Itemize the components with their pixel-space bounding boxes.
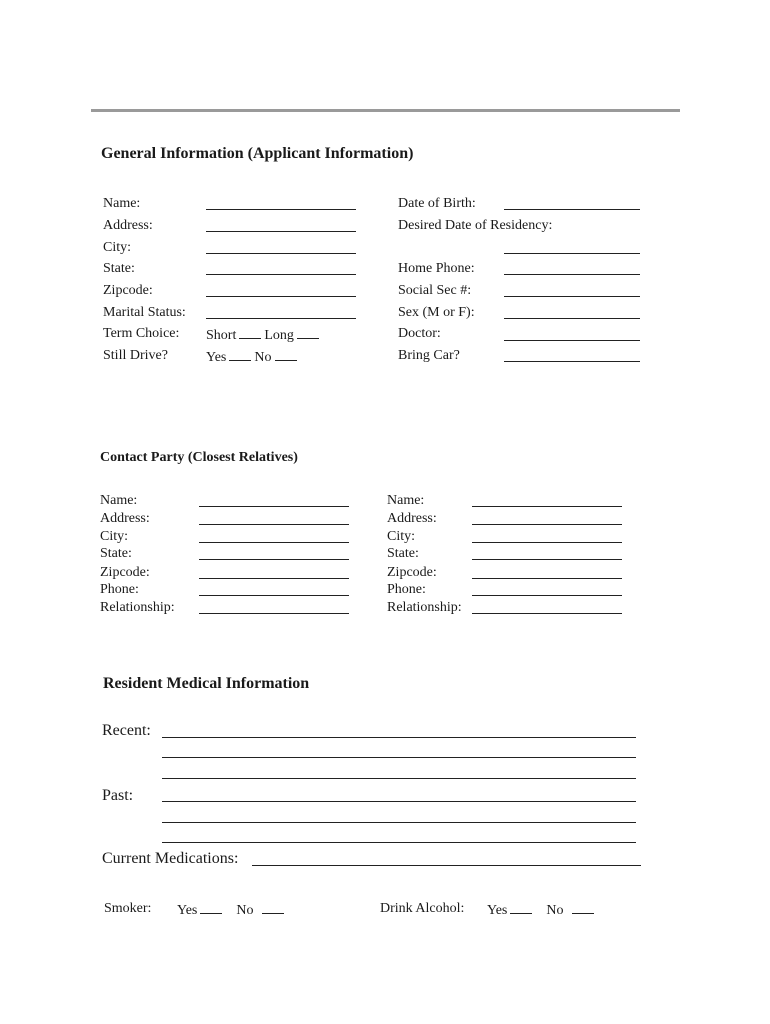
recent-field-line-1[interactable] <box>162 737 636 738</box>
alcohol-yes-field[interactable] <box>510 901 532 914</box>
applicant-term-label: Term Choice: <box>103 326 180 341</box>
doctor-label: Doctor: <box>398 326 441 341</box>
current-medications-field[interactable] <box>252 865 641 866</box>
applicant-name-field[interactable] <box>206 209 356 210</box>
alcohol-yes-label: Yes <box>487 903 508 918</box>
drive-yes-field[interactable] <box>229 348 251 361</box>
contact1-zipcode-field[interactable] <box>199 578 349 579</box>
drive-options <box>206 348 300 366</box>
applicant-address-label: Address: <box>103 218 153 233</box>
contact1-zipcode-label: Zipcode: <box>100 565 150 580</box>
contact2-name-field[interactable] <box>472 506 622 507</box>
social-sec-label: Social Sec #: <box>398 283 472 298</box>
sex-field[interactable] <box>504 318 640 319</box>
home-phone-label: Home Phone: <box>398 261 475 276</box>
doctor-field[interactable] <box>504 340 640 341</box>
contact-party-heading: Contact Party (Closest Relatives) <box>100 450 298 465</box>
contact1-address-field[interactable] <box>199 524 349 525</box>
drive-no-field[interactable] <box>275 348 297 361</box>
alcohol-label: Drink Alcohol: <box>380 901 465 916</box>
current-medications-label: Current Medications: <box>102 850 239 867</box>
smoker-label: Smoker: <box>104 901 152 916</box>
contact2-zipcode-field[interactable] <box>472 578 622 579</box>
term-short-field[interactable] <box>239 326 261 339</box>
contact1-state-field[interactable] <box>199 559 349 560</box>
past-field-line-1[interactable] <box>162 801 636 802</box>
contact2-relationship-field[interactable] <box>472 613 622 614</box>
smoker-yes-field[interactable] <box>200 901 222 914</box>
contact1-city-field[interactable] <box>199 542 349 543</box>
smoker-no-field[interactable] <box>262 901 284 914</box>
drive-no-label: No <box>254 350 272 365</box>
smoker-no-label: No <box>236 903 254 918</box>
contact1-name-field[interactable] <box>199 506 349 507</box>
applicant-name-label: Name: <box>103 196 141 211</box>
home-phone-field[interactable] <box>504 274 640 275</box>
contact1-city-label: City: <box>100 529 129 544</box>
contact2-state-field[interactable] <box>472 559 622 560</box>
contact2-phone-label: Phone: <box>387 582 426 597</box>
smoker-yes-label: Yes <box>177 903 198 918</box>
contact1-state-label: State: <box>100 546 132 561</box>
sex-label: Sex (M or F): <box>398 305 475 320</box>
applicant-address-field[interactable] <box>206 231 356 232</box>
header-rule <box>91 109 680 112</box>
alcohol-no-field[interactable] <box>572 901 594 914</box>
residency-date-field[interactable] <box>504 253 640 254</box>
medical-info-heading: Resident Medical Information <box>103 675 310 692</box>
past-label: Past: <box>102 787 134 804</box>
contact2-phone-field[interactable] <box>472 595 622 596</box>
alcohol-no-label: No <box>546 903 564 918</box>
term-short-label: Short <box>206 328 237 343</box>
applicant-city-label: City: <box>103 240 132 255</box>
contact2-zipcode-label: Zipcode: <box>387 565 437 580</box>
applicant-marital-label: Marital Status: <box>103 305 186 320</box>
contact1-name-label: Name: <box>100 493 138 508</box>
dob-field[interactable] <box>504 209 640 210</box>
applicant-drive-label: Still Drive? <box>103 348 168 363</box>
contact2-city-label: City: <box>387 529 416 544</box>
contact2-relationship-label: Relationship: <box>387 600 462 615</box>
term-choice-options <box>206 326 322 344</box>
past-field-line-2[interactable] <box>162 822 636 823</box>
smoker-options <box>177 901 287 919</box>
bring-car-field[interactable] <box>504 361 640 362</box>
applicant-city-field[interactable] <box>206 253 356 254</box>
recent-field-line-2[interactable] <box>162 757 636 758</box>
contact1-address-label: Address: <box>100 511 150 526</box>
applicant-zipcode-label: Zipcode: <box>103 283 153 298</box>
contact2-state-label: State: <box>387 546 419 561</box>
general-info-heading: General Information (Applicant Information) <box>101 145 414 162</box>
term-long-label: Long <box>264 328 294 343</box>
contact1-relationship-field[interactable] <box>199 613 349 614</box>
contact1-relationship-label: Relationship: <box>100 600 175 615</box>
past-field-line-3[interactable] <box>162 842 636 843</box>
applicant-state-label: State: <box>103 261 135 276</box>
applicant-zipcode-field[interactable] <box>206 296 356 297</box>
alcohol-options <box>487 901 597 919</box>
drive-yes-label: Yes <box>206 350 227 365</box>
residency-date-label: Desired Date of Residency: <box>398 218 553 233</box>
recent-label: Recent: <box>102 722 151 739</box>
applicant-marital-field[interactable] <box>206 318 356 319</box>
contact1-phone-field[interactable] <box>199 595 349 596</box>
contact2-address-label: Address: <box>387 511 437 526</box>
contact2-city-field[interactable] <box>472 542 622 543</box>
applicant-state-field[interactable] <box>206 274 356 275</box>
contact1-phone-label: Phone: <box>100 582 139 597</box>
contact2-name-label: Name: <box>387 493 425 508</box>
contact2-address-field[interactable] <box>472 524 622 525</box>
dob-label: Date of Birth: <box>398 196 476 211</box>
social-sec-field[interactable] <box>504 296 640 297</box>
bring-car-label: Bring Car? <box>398 348 460 363</box>
recent-field-line-3[interactable] <box>162 778 636 779</box>
term-long-field[interactable] <box>297 326 319 339</box>
